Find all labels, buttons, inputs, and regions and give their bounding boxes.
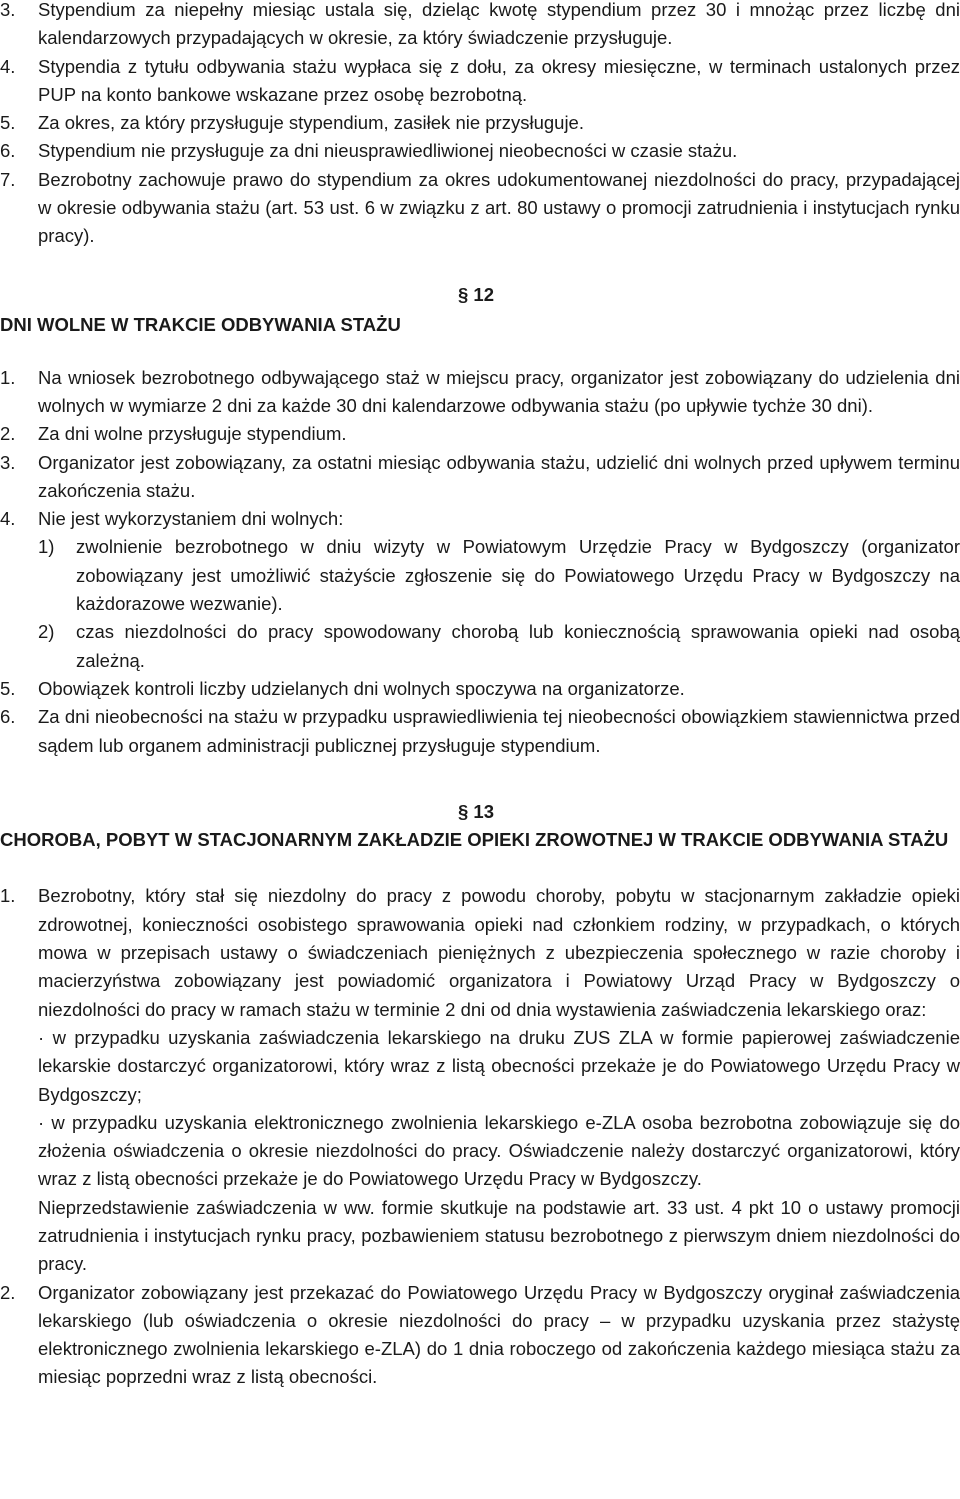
- list-item: [0, 166, 960, 251]
- list-item: [0, 505, 960, 533]
- item-number: 5.: [0, 677, 16, 699]
- sub-item-text: zwolnienie bezrobotnego w dniu wizyty w Powiatowym Urzędzie Pracy w Bydgoszczy (organizator zobowiązany jest umożliwić stażyście zgłoszenie się do Powiatowego Urzędu Pracy w Bydgoszczy na każdorazowe wezwanie).: [76, 536, 960, 615]
- list-item: [0, 109, 960, 137]
- item-number: 4.: [0, 508, 16, 530]
- item-text: Bezrobotny zachowuje prawo do stypendium za okres udokumentowanej niezdolności do pracy, przypadającej w okresie odbywania stażu (art. 53 ust. 6 w związku z art. 80 ustawy o promocji zatrudnienia i instytucjach rynku pracy).: [38, 168, 960, 247]
- bullet-paragraph: · w przypadku uzyskania elektronicznego zwolnienia lekarskiego e-ZLA osoba bezrobotna zobowiązuje się do złożenia oświadczenia o okresie niezdolności do pracy. Oświadczenie należy dostarczyć organizatorowi, który wraz z listą obecności przekaże je do Powiatowego Urzędu Pracy w Bydgoszczy.: [38, 1111, 960, 1190]
- sub-item-text: czas niezdolności do pracy spowodowany chorobą lub koniecznością sprawowania opieki nad osobą zależną.: [76, 621, 960, 671]
- item-text: Za dni wolne przysługuje stypendium.: [38, 423, 347, 445]
- item-number: 6.: [0, 140, 16, 162]
- item-number: 1.: [0, 885, 16, 907]
- section-13-list: [0, 882, 960, 1391]
- item-text: Organizator jest zobowiązany, za ostatni miesiąc odbywania stażu, udzielić dni wolnych przed upływem terminu zakończenia stażu.: [38, 451, 960, 501]
- item-number: 2.: [0, 423, 16, 445]
- item-number: 2.: [0, 1281, 16, 1303]
- item-number: 4.: [0, 55, 16, 77]
- item-text: Bezrobotny, który stał się niezdolny do pracy z powodu choroby, pobytu w stacjonarnym zakładzie opieki zdrowotnej, konieczności osobistego sprawowania opieki nad członkiem rodziny, w przypadkach, o których mowa w przepisach ustawy o świadczeniach pieniężnych z ubezpieczenia społecznego w razie choroby i macierzyństwa zobowiązany jest powiadomić organizatora i Powiatowy Urząd Pracy w Bydgoszczy o niezdolności do pracy w ramach stażu w terminie 2 dni od dnia wystawienia zaświadczenia lekarskiego oraz:: [38, 885, 960, 1020]
- note-paragraph: Nieprzedstawienie zaświadczenia w ww. formie skutkuje na podstawie art. 33 ust. 4 pkt 10 o ustawy promocji zatrudnienia i instytucjach rynku pracy, pozbawieniem statusu bezrobotnego z pierwszym dniem niezdolności do pracy.: [38, 1196, 960, 1275]
- item-text: Obowiązek kontroli liczby udzielanych dni wolnych spoczywa na organizatorze.: [38, 677, 685, 699]
- section-13-number: § 13: [458, 800, 495, 822]
- section-12-header: [0, 273, 960, 353]
- item-text: Za okres, za który przysługuje stypendium, zasiłek nie przysługuje.: [38, 112, 584, 134]
- item-text: Stypendium za niepełny miesiąc ustala się, dzieląc kwotę stypendium przez 30 i mnożąc przez liczbę dni kalendarzowych przypadających w okresie, za który świadczenie przysługuje.: [38, 0, 960, 49]
- item-number: 5.: [0, 112, 16, 134]
- section-12-title: DNI WOLNE W TRAKCIE ODBYWANIA STAŻU: [0, 313, 401, 335]
- item-number: 3.: [0, 451, 16, 473]
- list-item: [0, 882, 960, 1023]
- list-item: [0, 137, 960, 165]
- item-text: Stypendia z tytułu odbywania stażu wypłaca się z dołu, za okresy miesięczne, w terminach ustalonych przez PUP na konto bankowe wskazane przez osobę bezrobotną.: [38, 55, 960, 105]
- item-number: 6.: [0, 706, 16, 728]
- sub-list-item: [0, 533, 960, 618]
- list-item: [0, 703, 960, 760]
- sub-item-number: 1): [38, 536, 55, 558]
- item-text: Na wniosek bezrobotnego odbywającego staż w miejscu pracy, organizator jest zobowiązany do udzielenia dni wolnych w wymiarze 2 dni za każde 30 dni kalendarzowe odbywania stażu (po upływie tychże 30 dni).: [38, 366, 960, 416]
- item-number: 1.: [0, 366, 16, 388]
- list-item: [0, 449, 960, 506]
- item-text: Za dni nieobecności na stażu w przypadku usprawiedliwienia tej nieobecności obowiązkiem stawiennictwa przed sądem lub organem administracji publicznej przysługuje stypendium.: [38, 706, 960, 756]
- section-12-list: [0, 364, 960, 760]
- item-text: Nie jest wykorzystaniem dni wolnych:: [38, 508, 344, 530]
- bullet-paragraph: · w przypadku uzyskania zaświadczenia lekarskiego na druku ZUS ZLA w formie papierowej zaświadczenie lekarskie dostarczyć organizatorowi, który wraz z listą obecności przekaże je do Powiatowego Urzędu Pracy w Bydgoszczy;: [38, 1026, 960, 1105]
- item-number: 7.: [0, 168, 16, 190]
- list-item: [0, 675, 960, 703]
- list-item: [0, 0, 960, 53]
- list-item: [0, 364, 960, 421]
- item-text: Organizator zobowiązany jest przekazać do Powiatowego Urzędu Pracy w Bydgoszczy oryginał zaświadczenia lekarskiego (lub oświadczenia o okresie niezdolności do pracy – w przypadku uzyskania przez stażystę elektronicznego zwolnienia lekarskiego e-ZLA) do 1 dnia roboczego od zakończenia każdego miesiąca stażu za miesiąc poprzedni wraz z listą obecności.: [38, 1281, 960, 1388]
- sub-list-item: [0, 618, 960, 675]
- list-item: [0, 420, 960, 448]
- item-number: 3.: [0, 0, 16, 20]
- top-list: [0, 0, 960, 251]
- section-13-title: CHOROBA, POBYT W STACJONARNYM ZAKŁADZIE OPIEKI ZROWOTNEJ W TRAKCIE ODBYWANIA STAŻU: [0, 829, 949, 851]
- sub-item-number: 2): [38, 621, 55, 643]
- list-item: [0, 1279, 960, 1392]
- item-text: Stypendium nie przysługuje za dni nieusprawiedliwionej nieobecności w czasie stażu.: [38, 140, 738, 162]
- list-item: [0, 53, 960, 110]
- section-12-number: § 12: [458, 283, 495, 305]
